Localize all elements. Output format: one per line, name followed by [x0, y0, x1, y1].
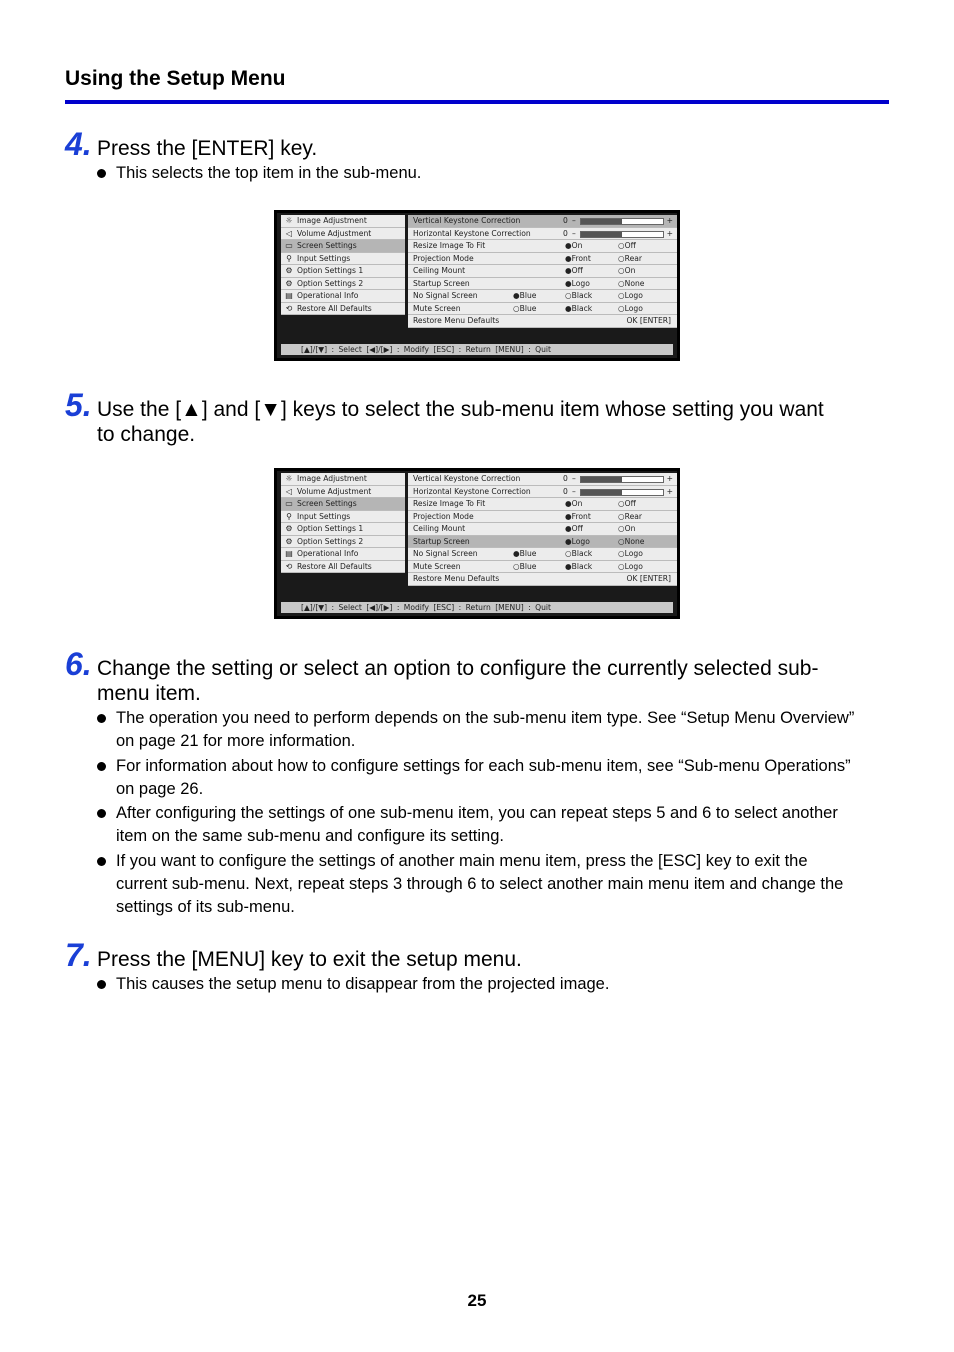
- menu-item: ⚙ Option Settings 1: [281, 523, 405, 536]
- sub-menu-item: Mute Screen ○Blue ●Black ○Logo: [408, 561, 677, 574]
- sub-menu-item-selected: Startup Screen ●Logo ○None: [408, 536, 677, 549]
- header-rule: [65, 100, 889, 104]
- bullet-item: If you want to configure the settings of another main menu item, press the [ESC] key to exit the current sub-menu. Next, repeat steps 3 through 6 to select another main menu item and change the settings of its sub-menu.: [97, 850, 857, 919]
- screen-icon: ▭: [285, 241, 293, 251]
- sub-menu-item: Mute Screen ○Blue ●Black ○Logo: [408, 303, 677, 316]
- menu-item: ▤ Operational Info: [281, 290, 405, 303]
- menu-item: ⟲ Restore All Defaults: [281, 561, 405, 574]
- menu-item: ⚲ Input Settings: [281, 253, 405, 266]
- sub-menu-item: Resize Image To Fit ●On ○Off: [408, 240, 677, 253]
- menu-footer: [▲]/[▼] : Select [◀]/[▶] : Modify [ESC] : Return [MENU] : Quit: [281, 602, 673, 613]
- section-header: Using the Setup Menu: [65, 67, 286, 90]
- sub-menu-item: Restore Menu Defaults OK [ENTER]: [408, 573, 677, 586]
- menu-item-selected: ▭ Screen Settings: [281, 498, 405, 511]
- sub-menu-item: Projection Mode ●Front ○Rear: [408, 253, 677, 266]
- sub-menu-item: Ceiling Mount ●Off ○On: [408, 523, 677, 536]
- step-number: 5.: [65, 387, 92, 423]
- speaker-icon: ◁: [285, 228, 293, 238]
- image-icon: ☼: [285, 474, 293, 484]
- sub-menu-item: Ceiling Mount ●Off ○On: [408, 265, 677, 278]
- step-number: 7.: [65, 937, 92, 973]
- setup-menu-screenshot-1: [274, 210, 680, 361]
- sub-menu-item: Vertical Keystone Correction 0 – +: [408, 473, 677, 486]
- sub-menu-item: Restore Menu Defaults OK [ENTER]: [408, 315, 677, 328]
- step-text: Change the setting or select an option to configure the currently selected sub-menu item.: [97, 657, 819, 705]
- info-icon: ▤: [285, 549, 293, 559]
- menu-item-selected: ▭ Screen Settings: [281, 240, 405, 253]
- slider: [580, 489, 664, 496]
- sub-menu-item: Startup Screen ●Logo ○None: [408, 278, 677, 291]
- menu-item: ◁ Volume Adjustment: [281, 486, 405, 499]
- bullet-item: This selects the top item in the sub-menu.: [97, 162, 857, 185]
- option-icon: ⚙: [285, 524, 293, 534]
- step-text: Use the [▲] and [▼] keys to select the sub-menu item whose setting you want to change.: [97, 398, 824, 446]
- sub-menu: [408, 215, 677, 328]
- sub-menu-item: Horizontal Keystone Correction 0 – +: [408, 228, 677, 241]
- page-number: 25: [467, 1291, 487, 1310]
- option-icon: ⚙: [285, 278, 293, 288]
- step-number: 6.: [65, 646, 92, 682]
- menu-item: ⚙ Option Settings 2: [281, 536, 405, 549]
- menu-item: ⚙ Option Settings 1: [281, 265, 405, 278]
- menu-item: ⚲ Input Settings: [281, 511, 405, 524]
- info-icon: ▤: [285, 291, 293, 301]
- menu-item: ☼ Image Adjustment: [281, 215, 405, 228]
- step-text: Press the [ENTER] key.: [97, 137, 318, 160]
- menu-item: ▤ Operational Info: [281, 548, 405, 561]
- slider: [580, 476, 664, 483]
- step-number: 4.: [65, 126, 92, 162]
- slider: [580, 231, 664, 238]
- menu-item: ◁ Volume Adjustment: [281, 228, 405, 241]
- menu-item: ☼ Image Adjustment: [281, 473, 405, 486]
- menu-item: ⟲ Restore All Defaults: [281, 303, 405, 316]
- main-menu: [281, 215, 405, 315]
- input-icon: ⚲: [286, 253, 292, 263]
- input-icon: ⚲: [286, 511, 292, 521]
- sub-menu-item: Horizontal Keystone Correction 0 – +: [408, 486, 677, 499]
- image-icon: ☼: [285, 216, 293, 226]
- sub-menu-item: No Signal Screen ●Blue ○Black ○Logo: [408, 290, 677, 303]
- sub-menu-item: Resize Image To Fit ●On ○Off: [408, 498, 677, 511]
- menu-footer: [▲]/[▼] : Select [◀]/[▶] : Modify [ESC] : Return [MENU] : Quit: [281, 344, 673, 355]
- step-text: Press the [MENU] key to exit the setup menu.: [97, 948, 522, 971]
- setup-menu-screenshot-2: [274, 468, 680, 619]
- bullet-item: The operation you need to perform depends on the sub-menu item type. See “Setup Menu Overview” on page 21 for more information.: [97, 707, 857, 753]
- bullet-item: After configuring the settings of one sub-menu item, you can repeat steps 5 and 6 to select another item on the same sub-menu and configure its setting.: [97, 802, 857, 848]
- bullet-item: For information about how to configure settings for each sub-menu item, see “Sub-menu Operations” on page 26.: [97, 755, 857, 801]
- option-icon: ⚙: [285, 536, 293, 546]
- menu-item: ⚙ Option Settings 2: [281, 278, 405, 291]
- option-icon: ⚙: [285, 266, 293, 276]
- restore-icon: ⟲: [285, 561, 293, 571]
- sub-menu-item-selected: Vertical Keystone Correction 0 – +: [408, 215, 677, 228]
- slider: [580, 218, 664, 225]
- sub-menu-item: Projection Mode ●Front ○Rear: [408, 511, 677, 524]
- main-menu: [281, 473, 405, 573]
- screen-icon: ▭: [285, 499, 293, 509]
- restore-icon: ⟲: [285, 303, 293, 313]
- sub-menu: [408, 473, 677, 586]
- speaker-icon: ◁: [285, 486, 293, 496]
- sub-menu-item: No Signal Screen ●Blue ○Black ○Logo: [408, 548, 677, 561]
- bullet-item: This causes the setup menu to disappear from the projected image.: [97, 973, 857, 996]
